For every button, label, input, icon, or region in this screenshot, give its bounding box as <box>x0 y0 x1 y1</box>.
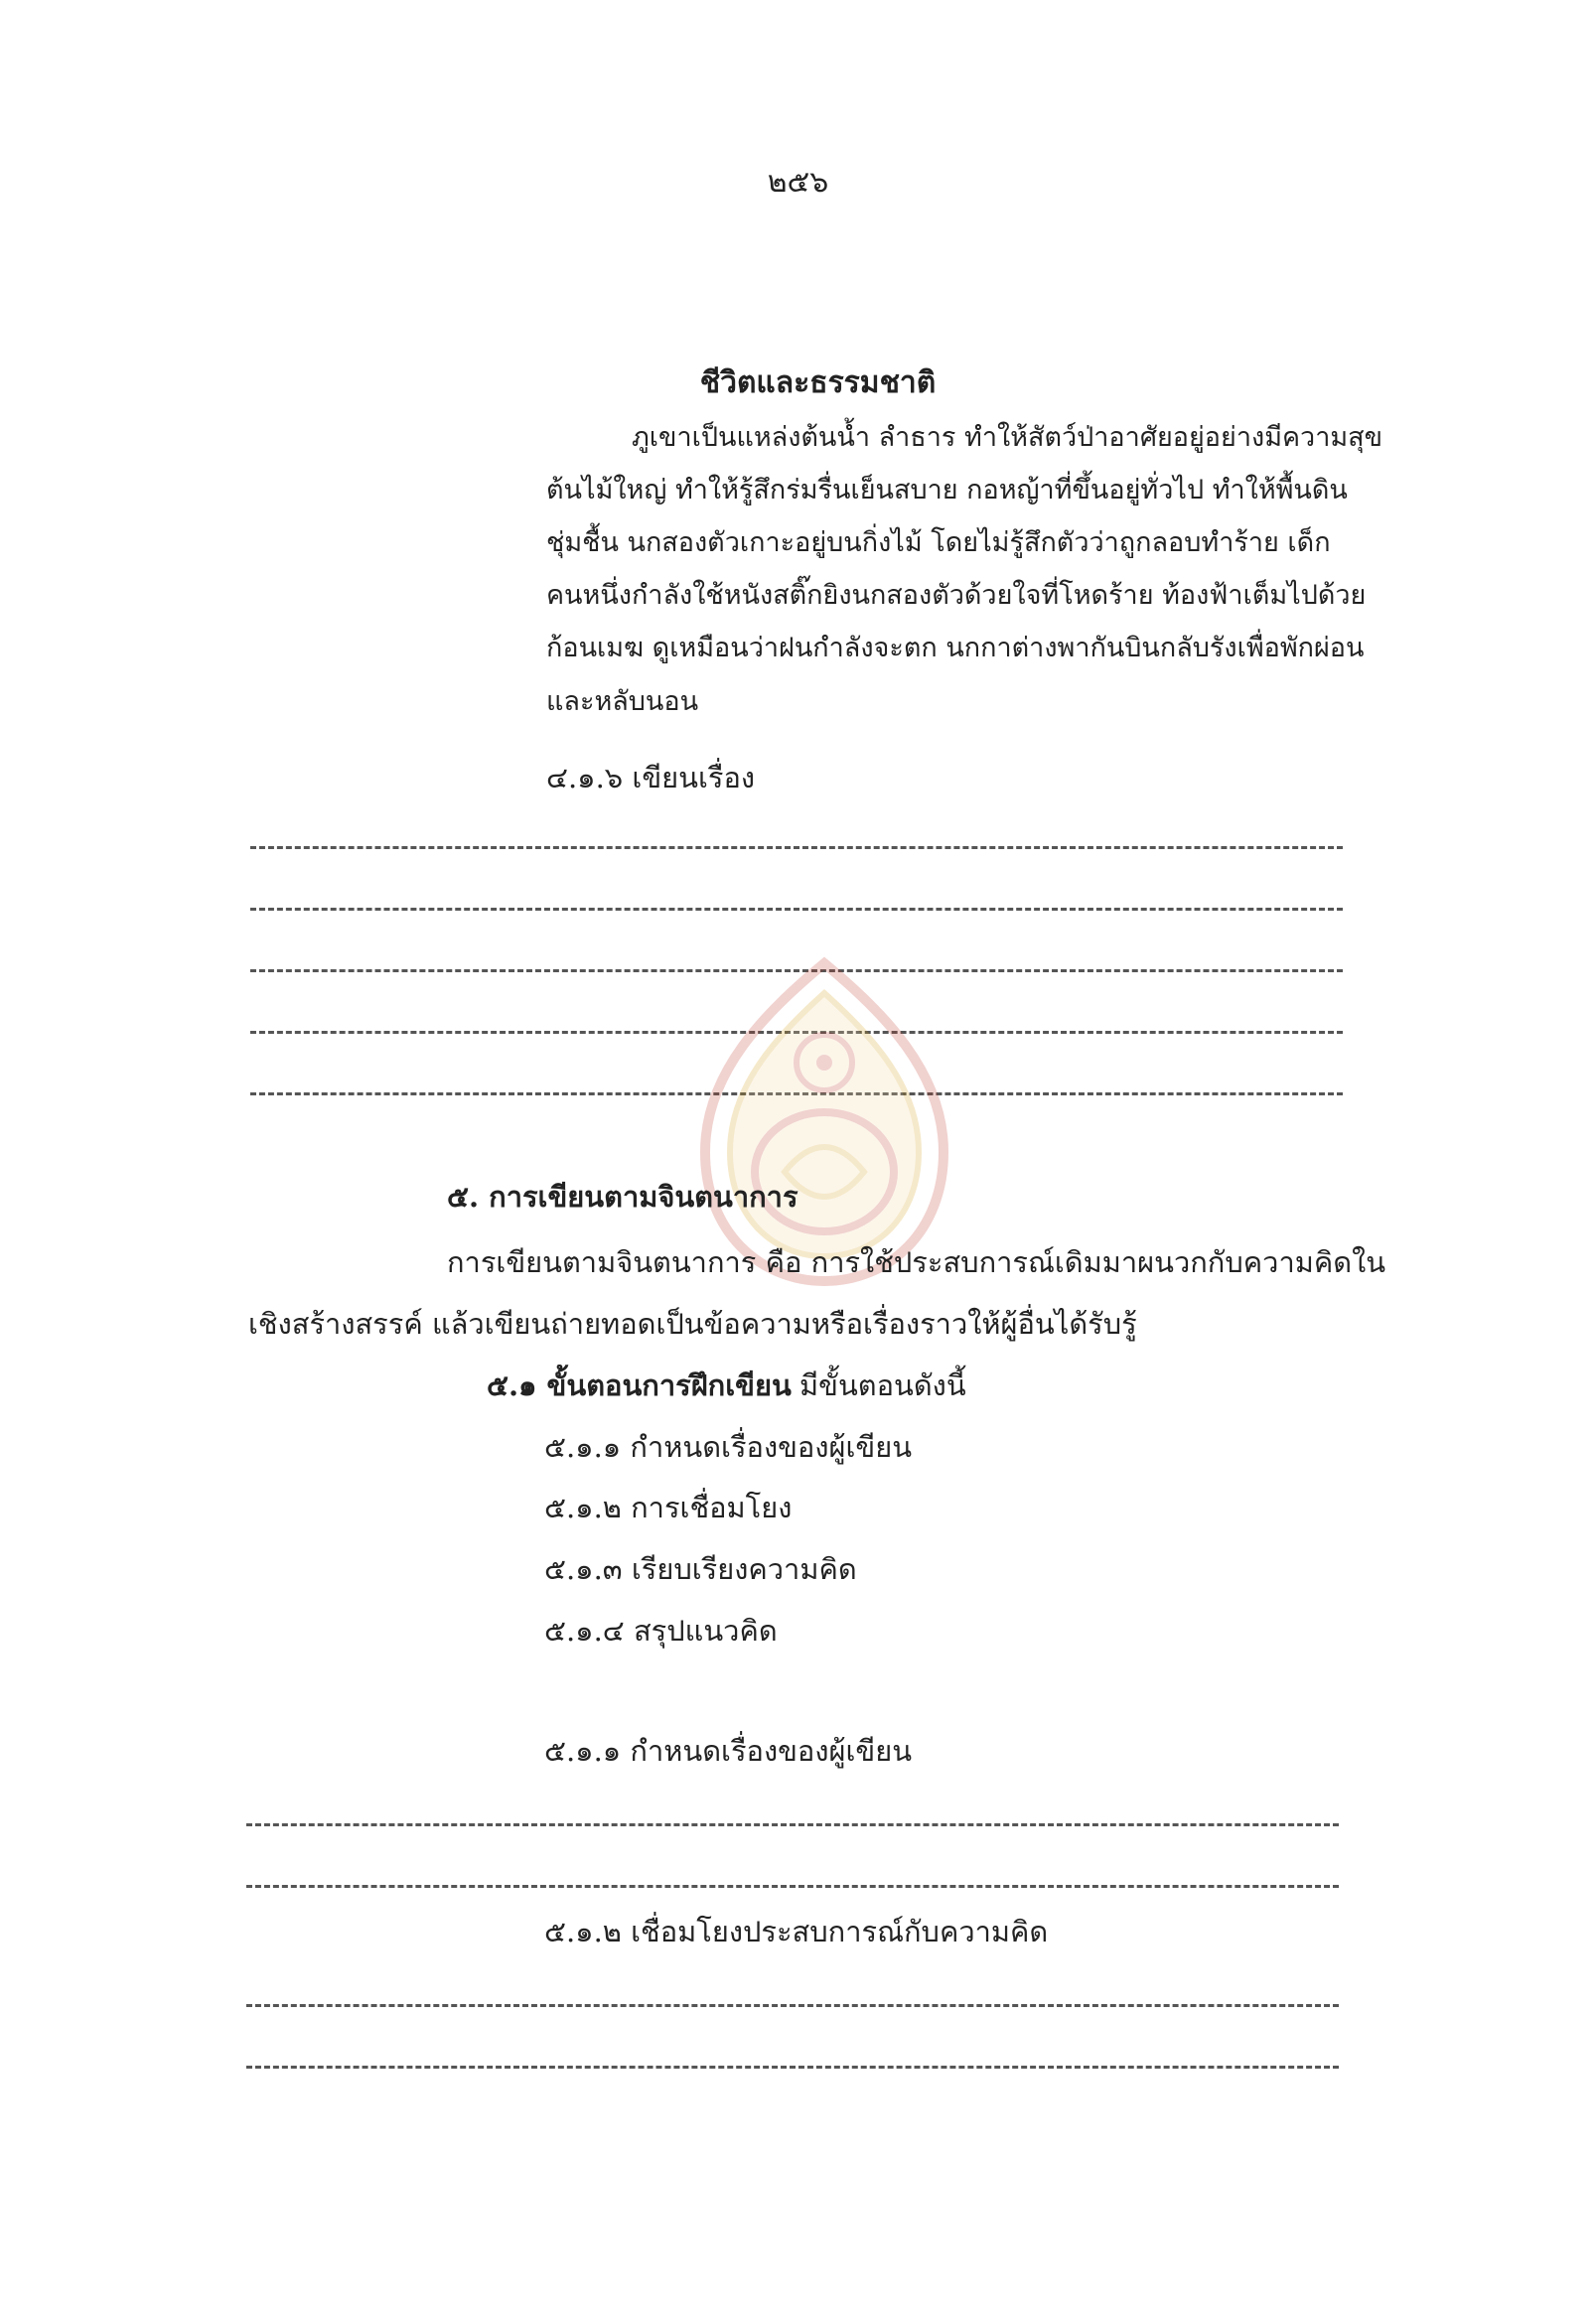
section-51-heading: ๕.๑ ขั้นตอนการฝึกเขียน <box>487 1368 792 1402</box>
section-5-definition-line-2: เชิงสร้างสรรค์ แล้วเขียนถ่ายทอดเป็นข้อความหรือเรื่องราวให้ผู้อื่นได้รับรู้ <box>248 1307 1137 1341</box>
section-5-definition-line-1: การเขียนตามจินตนาการ คือ การใช้ประสบการณ์เดิมมาผนวกกับความคิดใน <box>447 1245 1386 1279</box>
answer-line <box>250 908 1343 911</box>
answer-line <box>250 846 1343 849</box>
step-514: ๕.๑.๔ สรุปแนวคิด <box>544 1614 778 1648</box>
story-line-3: ชุ่มชื้น นกสองตัวเกาะอยู่บนกิ่งไม้ โดยไม่รู้สึกตัวว่าถูกลอบทำร้าย เด็ก <box>546 527 1331 558</box>
story-line-4: คนหนึ่งกำลังใช้หนังสติ๊กยิงนกสองตัวด้วยใจที่โหดร้าย ท้องฟ้าเต็มไปด้วย <box>546 580 1367 611</box>
story-title: ชีวิตและธรรมชาติ <box>699 365 937 400</box>
exercise-511-label: ๕.๑.๑ กำหนดเรื่องของผู้เขียน <box>544 1734 913 1768</box>
page-number: ๒๕๖ <box>767 165 829 200</box>
section-5-heading: ๕. การเขียนตามจินตนาการ <box>447 1180 798 1214</box>
story-line-2: ต้นไม้ใหญ่ ทำให้รู้สึกร่มรื่นเย็นสบาย กอหญ้าที่ขึ้นอยู่ทั่วไป ทำให้พื้นดิน <box>546 475 1348 505</box>
section-416-label: ๔.๑.๖ เขียนเรื่อง <box>546 761 756 794</box>
step-511: ๕.๑.๑ กำหนดเรื่องของผู้เขียน <box>544 1430 913 1464</box>
story-line-6: และหลับนอน <box>546 686 699 717</box>
step-513: ๕.๑.๓ เรียบเรียงความคิด <box>544 1552 857 1586</box>
answer-line <box>246 2066 1339 2069</box>
answer-line <box>246 2004 1339 2007</box>
answer-line <box>246 1823 1339 1826</box>
story-line-5: ก้อนเมฆ ดูเหมือนว่าฝนกำลังจะตก นกกาต่างพากันบินกลับรังเพื่อพักผ่อน <box>546 633 1365 663</box>
story-line-1: ภูเขาเป็นแหล่งต้นน้ำ ลำธาร ทำให้สัตว์ป่าอาศัยอยู่อย่างมีความสุข <box>632 422 1383 453</box>
step-512: ๕.๑.๒ การเชื่อมโยง <box>544 1491 793 1524</box>
exercise-512-label: ๕.๑.๒ เชื่อมโยงประสบการณ์กับความคิด <box>544 1915 1049 1948</box>
section-51-heading-tail: มีขั้นตอนดังนี้ <box>799 1368 966 1402</box>
answer-line <box>246 1885 1339 1888</box>
